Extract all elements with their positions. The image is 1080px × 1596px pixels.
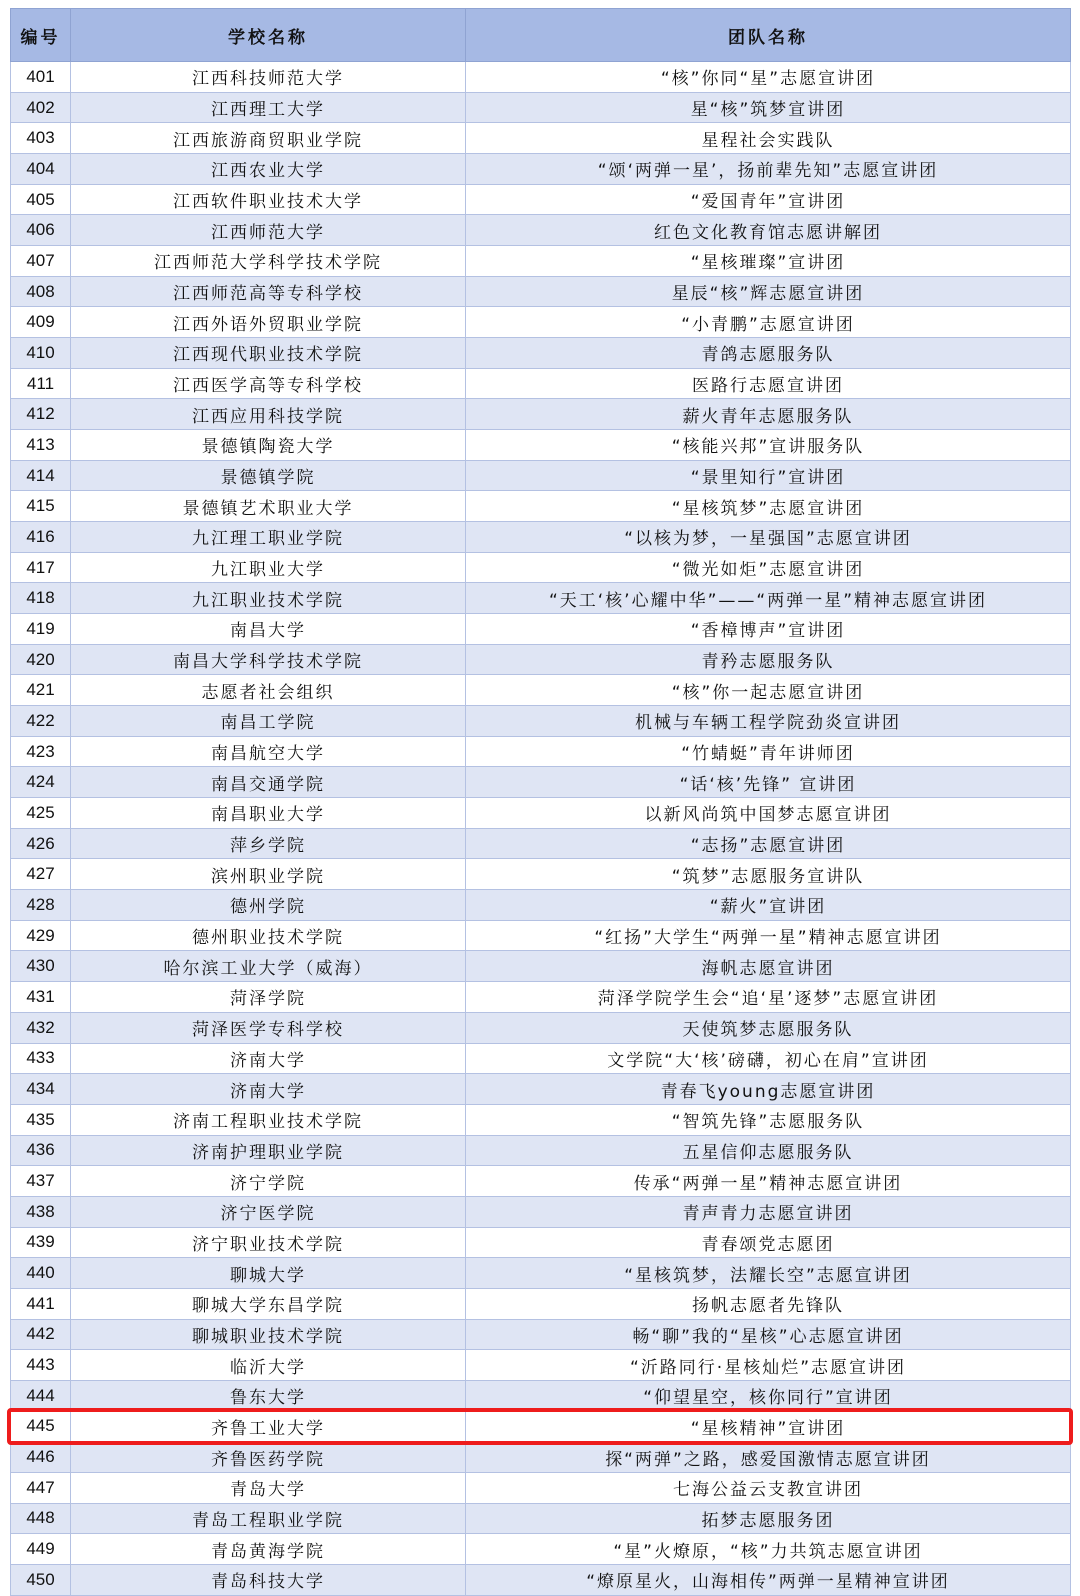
cell-team-name: 畅“聊”我的“星核”心志愿宣讲团 [466, 1319, 1071, 1350]
cell-school-name: 济南大学 [71, 1043, 466, 1074]
cell-school-name: 萍乡学院 [71, 828, 466, 859]
cell-team-name: 青春颂党志愿团 [466, 1227, 1071, 1258]
cell-school-name: 南昌航空大学 [71, 736, 466, 767]
cell-number: 443 [11, 1350, 71, 1381]
cell-team-name: “小青鹏”志愿宣讲团 [466, 307, 1071, 338]
cell-number: 403 [11, 123, 71, 154]
cell-team-name: “核”你一起志愿宣讲团 [466, 675, 1071, 706]
header-row [11, 9, 1071, 62]
table-row [11, 614, 1071, 645]
table-row [11, 338, 1071, 369]
cell-number: 410 [11, 338, 71, 369]
table-row [11, 951, 1071, 982]
cell-school-name: 青岛工程职业学院 [71, 1503, 466, 1534]
cell-team-name: 青春飞young志愿宣讲团 [466, 1074, 1071, 1105]
cell-team-name: “智筑先锋”志愿服务队 [466, 1104, 1071, 1135]
cell-team-name: “星核精神”宣讲团 [466, 1411, 1071, 1442]
cell-number: 412 [11, 399, 71, 430]
cell-school-name: 聊城大学 [71, 1258, 466, 1289]
cell-number: 441 [11, 1288, 71, 1319]
cell-number: 438 [11, 1196, 71, 1227]
cell-school-name: 江西农业大学 [71, 154, 466, 185]
table-row [11, 522, 1071, 553]
cell-team-name: “星核筑梦”志愿宣讲团 [466, 491, 1071, 522]
cell-school-name: 九江理工职业学院 [71, 522, 466, 553]
table-row [11, 1196, 1071, 1227]
cell-number: 431 [11, 982, 71, 1013]
cell-number: 448 [11, 1503, 71, 1534]
cell-school-name: 济南工程职业技术学院 [71, 1104, 466, 1135]
cell-team-name: 青矜志愿服务队 [466, 644, 1071, 675]
team-list-table [10, 8, 1071, 1596]
cell-number: 432 [11, 1012, 71, 1043]
cell-team-name: 星辰“核”辉志愿宣讲团 [466, 276, 1071, 307]
cell-number: 442 [11, 1319, 71, 1350]
header-school-name: 学校名称 [71, 9, 466, 62]
cell-team-name: “爱国青年”宣讲团 [466, 184, 1071, 215]
cell-number: 447 [11, 1472, 71, 1503]
cell-school-name: 济宁学院 [71, 1166, 466, 1197]
cell-team-name: “志扬”志愿宣讲团 [466, 828, 1071, 859]
cell-number: 425 [11, 798, 71, 829]
table-row [11, 920, 1071, 951]
cell-school-name: 江西师范高等专科学校 [71, 276, 466, 307]
table-row [11, 1411, 1071, 1442]
cell-number: 420 [11, 644, 71, 675]
cell-team-name: 探“两弹”之路，感爱国激情志愿宣讲团 [466, 1442, 1071, 1473]
cell-school-name: 江西科技师范大学 [71, 62, 466, 93]
table-row [11, 798, 1071, 829]
cell-team-name: “微光如炬”志愿宣讲团 [466, 552, 1071, 583]
table-row [11, 92, 1071, 123]
team-list-table-container [10, 8, 1070, 1596]
cell-number: 450 [11, 1564, 71, 1595]
cell-team-name: 星程社会实践队 [466, 123, 1071, 154]
cell-school-name: 青岛科技大学 [71, 1564, 466, 1595]
cell-school-name: 鲁东大学 [71, 1380, 466, 1411]
cell-team-name: “景里知行”宣讲团 [466, 460, 1071, 491]
table-row [11, 736, 1071, 767]
table-row [11, 215, 1071, 246]
cell-number: 446 [11, 1442, 71, 1473]
cell-number: 429 [11, 920, 71, 951]
table-row [11, 1472, 1071, 1503]
cell-number: 445 [11, 1411, 71, 1442]
cell-team-name: “星核筑梦，法耀长空”志愿宣讲团 [466, 1258, 1071, 1289]
cell-team-name: 青鸽志愿服务队 [466, 338, 1071, 369]
cell-team-name: “仰望星空，核你同行”宣讲团 [466, 1380, 1071, 1411]
table-row [11, 307, 1071, 338]
cell-team-name: “香樟博声”宣讲团 [466, 614, 1071, 645]
table-row [11, 1442, 1071, 1473]
cell-school-name: 聊城职业技术学院 [71, 1319, 466, 1350]
table-row [11, 1350, 1071, 1381]
table-row [11, 859, 1071, 890]
cell-number: 433 [11, 1043, 71, 1074]
cell-team-name: 七海公益云支教宣讲团 [466, 1472, 1071, 1503]
cell-school-name: 临沂大学 [71, 1350, 466, 1381]
table-row [11, 1227, 1071, 1258]
cell-school-name: 南昌交通学院 [71, 767, 466, 798]
cell-school-name: 聊城大学东昌学院 [71, 1288, 466, 1319]
table-row [11, 1135, 1071, 1166]
table-row [11, 1166, 1071, 1197]
cell-school-name: 志愿者社会组织 [71, 675, 466, 706]
cell-number: 411 [11, 368, 71, 399]
cell-school-name: 菏泽医学专科学校 [71, 1012, 466, 1043]
table-row [11, 1534, 1071, 1565]
cell-number: 422 [11, 706, 71, 737]
cell-team-name: “话‘核’先锋” 宣讲团 [466, 767, 1071, 798]
cell-team-name: “沂路同行·星核灿烂”志愿宣讲团 [466, 1350, 1071, 1381]
table-row [11, 123, 1071, 154]
table-row [11, 460, 1071, 491]
cell-team-name: 以新风尚筑中国梦志愿宣讲团 [466, 798, 1071, 829]
cell-school-name: 菏泽学院 [71, 982, 466, 1013]
cell-team-name: “竹蜻蜓”青年讲师团 [466, 736, 1071, 767]
cell-number: 414 [11, 460, 71, 491]
cell-school-name: 济南大学 [71, 1074, 466, 1105]
cell-number: 424 [11, 767, 71, 798]
table-row [11, 184, 1071, 215]
cell-number: 421 [11, 675, 71, 706]
cell-number: 409 [11, 307, 71, 338]
cell-team-name: 菏泽学院学生会“追‘星’逐梦”志愿宣讲团 [466, 982, 1071, 1013]
cell-number: 408 [11, 276, 71, 307]
cell-team-name: 红色文化教育馆志愿讲解团 [466, 215, 1071, 246]
cell-school-name: 江西师范大学科学技术学院 [71, 246, 466, 277]
table-row [11, 1043, 1071, 1074]
cell-school-name: 江西理工大学 [71, 92, 466, 123]
cell-team-name: 机械与车辆工程学院劲炎宣讲团 [466, 706, 1071, 737]
cell-number: 419 [11, 614, 71, 645]
table-row [11, 276, 1071, 307]
cell-number: 449 [11, 1534, 71, 1565]
cell-school-name: 九江职业大学 [71, 552, 466, 583]
cell-team-name: “核能兴邦”宣讲服务队 [466, 430, 1071, 461]
cell-team-name: 医路行志愿宣讲团 [466, 368, 1071, 399]
table-header [11, 9, 1071, 62]
table-row [11, 1503, 1071, 1534]
cell-school-name: 齐鲁工业大学 [71, 1411, 466, 1442]
cell-school-name: 齐鲁医药学院 [71, 1442, 466, 1473]
cell-number: 427 [11, 859, 71, 890]
table-row [11, 1012, 1071, 1043]
table-row [11, 890, 1071, 921]
table-row [11, 1380, 1071, 1411]
cell-school-name: 景德镇学院 [71, 460, 466, 491]
cell-school-name: 江西师范大学 [71, 215, 466, 246]
table-row [11, 399, 1071, 430]
cell-team-name: 扬帆志愿者先锋队 [466, 1288, 1071, 1319]
cell-team-name: 文学院“大‘核’磅礴，初心在肩”宣讲团 [466, 1043, 1071, 1074]
cell-number: 435 [11, 1104, 71, 1135]
cell-team-name: 拓梦志愿服务团 [466, 1503, 1071, 1534]
cell-team-name: “燎原星火，山海相传”两弹一星精神宣讲团 [466, 1564, 1071, 1595]
cell-school-name: 南昌工学院 [71, 706, 466, 737]
cell-number: 416 [11, 522, 71, 553]
cell-school-name: 德州学院 [71, 890, 466, 921]
cell-number: 418 [11, 583, 71, 614]
table-row [11, 552, 1071, 583]
cell-school-name: 江西旅游商贸职业学院 [71, 123, 466, 154]
cell-number: 405 [11, 184, 71, 215]
cell-team-name: 薪火青年志愿服务队 [466, 399, 1071, 430]
cell-number: 430 [11, 951, 71, 982]
cell-team-name: 传承“两弹一星”精神志愿宣讲团 [466, 1166, 1071, 1197]
cell-number: 440 [11, 1258, 71, 1289]
cell-team-name: “薪火”宣讲团 [466, 890, 1071, 921]
cell-number: 401 [11, 62, 71, 93]
table-row [11, 430, 1071, 461]
cell-number: 413 [11, 430, 71, 461]
table-row [11, 154, 1071, 185]
table-row [11, 583, 1071, 614]
cell-school-name: 景德镇艺术职业大学 [71, 491, 466, 522]
table-row [11, 828, 1071, 859]
cell-number: 415 [11, 491, 71, 522]
cell-number: 436 [11, 1135, 71, 1166]
cell-team-name: “天工‘核’心耀中华”——“两弹一星”精神志愿宣讲团 [466, 583, 1071, 614]
cell-school-name: 滨州职业学院 [71, 859, 466, 890]
cell-number: 434 [11, 1074, 71, 1105]
cell-number: 437 [11, 1166, 71, 1197]
cell-team-name: 青声青力志愿宣讲团 [466, 1196, 1071, 1227]
cell-school-name: 景德镇陶瓷大学 [71, 430, 466, 461]
cell-number: 439 [11, 1227, 71, 1258]
cell-school-name: 青岛大学 [71, 1472, 466, 1503]
table-row [11, 1104, 1071, 1135]
cell-number: 428 [11, 890, 71, 921]
cell-team-name: 五星信仰志愿服务队 [466, 1135, 1071, 1166]
cell-number: 406 [11, 215, 71, 246]
cell-team-name: “红扬”大学生“两弹一星”精神志愿宣讲团 [466, 920, 1071, 951]
cell-team-name: “筑梦”志愿服务宣讲队 [466, 859, 1071, 890]
cell-school-name: 江西应用科技学院 [71, 399, 466, 430]
cell-school-name: 九江职业技术学院 [71, 583, 466, 614]
cell-school-name: 德州职业技术学院 [71, 920, 466, 951]
cell-school-name: 哈尔滨工业大学（威海） [71, 951, 466, 982]
cell-number: 404 [11, 154, 71, 185]
table-row [11, 1074, 1071, 1105]
table-row [11, 982, 1071, 1013]
cell-number: 402 [11, 92, 71, 123]
cell-school-name: 南昌大学科学技术学院 [71, 644, 466, 675]
table-row [11, 767, 1071, 798]
table-row [11, 368, 1071, 399]
cell-school-name: 江西软件职业技术大学 [71, 184, 466, 215]
cell-team-name: “星核璀璨”宣讲团 [466, 246, 1071, 277]
table-body [11, 62, 1071, 1596]
cell-number: 417 [11, 552, 71, 583]
table-row [11, 1258, 1071, 1289]
table-row [11, 62, 1071, 93]
cell-number: 407 [11, 246, 71, 277]
cell-school-name: 江西外语外贸职业学院 [71, 307, 466, 338]
cell-team-name: “以核为梦，一星强国”志愿宣讲团 [466, 522, 1071, 553]
header-team-name: 团队名称 [466, 9, 1071, 62]
table-row [11, 491, 1071, 522]
cell-school-name: 南昌职业大学 [71, 798, 466, 829]
cell-team-name: “星”火燎原，“核”力共筑志愿宣讲团 [466, 1534, 1071, 1565]
cell-number: 444 [11, 1380, 71, 1411]
table-row [11, 1288, 1071, 1319]
table-row [11, 1319, 1071, 1350]
cell-school-name: 济宁职业技术学院 [71, 1227, 466, 1258]
cell-number: 423 [11, 736, 71, 767]
cell-team-name: 星“核”筑梦宣讲团 [466, 92, 1071, 123]
cell-school-name: 青岛黄海学院 [71, 1534, 466, 1565]
table-row [11, 675, 1071, 706]
cell-team-name: 海帆志愿宣讲团 [466, 951, 1071, 982]
cell-team-name: 天使筑梦志愿服务队 [466, 1012, 1071, 1043]
cell-number: 426 [11, 828, 71, 859]
table-row [11, 246, 1071, 277]
cell-school-name: 济南护理职业学院 [71, 1135, 466, 1166]
cell-school-name: 江西现代职业技术学院 [71, 338, 466, 369]
header-number: 编号 [11, 9, 71, 62]
cell-school-name: 济宁医学院 [71, 1196, 466, 1227]
table-row [11, 1564, 1071, 1595]
cell-school-name: 南昌大学 [71, 614, 466, 645]
table-row [11, 706, 1071, 737]
cell-team-name: “颂‘两弹一星’，扬前辈先知”志愿宣讲团 [466, 154, 1071, 185]
table-row [11, 644, 1071, 675]
cell-school-name: 江西医学高等专科学校 [71, 368, 466, 399]
cell-team-name: “核”你同“星”志愿宣讲团 [466, 62, 1071, 93]
